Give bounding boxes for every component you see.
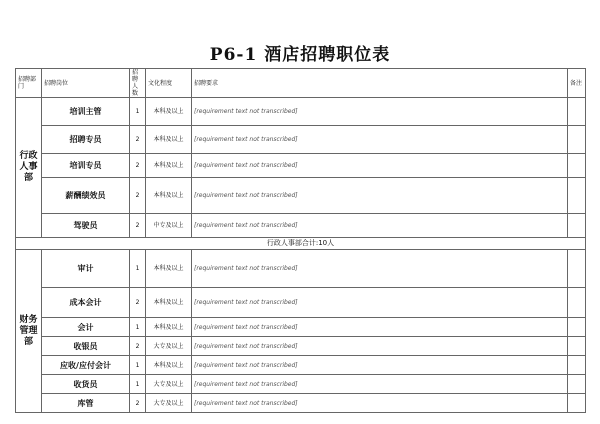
count-cell: 2 (130, 337, 146, 356)
recruitment-table (15, 68, 586, 413)
count-cell: 1 (130, 318, 146, 337)
position-cell: 驾驶员 (42, 214, 130, 238)
header-row (16, 69, 586, 98)
notes-cell (568, 394, 586, 413)
notes-cell (568, 98, 586, 126)
education-cell: 中专及以上 (146, 214, 192, 238)
requirement-cell: [requirement text not transcribed] (192, 288, 568, 318)
notes-cell (568, 318, 586, 337)
requirement-cell: [requirement text not transcribed] (192, 356, 568, 375)
table-row (16, 126, 586, 154)
table-row (16, 375, 586, 394)
table-row (16, 98, 586, 126)
education-cell: 本科及以上 (146, 178, 192, 214)
table-row (16, 250, 586, 288)
requirement-cell: [requirement text not transcribed] (192, 178, 568, 214)
header-notes: 备注 (568, 69, 586, 98)
position-cell: 薪酬绩效员 (42, 178, 130, 214)
requirement-cell: [requirement text not transcribed] (192, 250, 568, 288)
requirement-cell: [requirement text not transcribed] (192, 98, 568, 126)
education-cell: 本科及以上 (146, 154, 192, 178)
position-cell: 审计 (42, 250, 130, 288)
education-cell: 本科及以上 (146, 98, 192, 126)
table-row (16, 154, 586, 178)
count-cell: 2 (130, 154, 146, 178)
requirement-cell: [requirement text not transcribed] (192, 318, 568, 337)
table-row (16, 288, 586, 318)
position-cell: 收货员 (42, 375, 130, 394)
requirement-cell: [requirement text not transcribed] (192, 214, 568, 238)
requirement-cell: [requirement text not transcribed] (192, 394, 568, 413)
table-row (16, 214, 586, 238)
position-cell: 培训专员 (42, 154, 130, 178)
notes-cell (568, 154, 586, 178)
notes-cell (568, 337, 586, 356)
header-dept: 招聘部门 (16, 69, 42, 98)
subtotal-row (16, 238, 586, 250)
count-cell: 1 (130, 250, 146, 288)
count-cell: 1 (130, 375, 146, 394)
position-cell: 培训主管 (42, 98, 130, 126)
header-position: 招聘岗位 (42, 69, 130, 98)
position-cell: 成本会计 (42, 288, 130, 318)
notes-cell (568, 356, 586, 375)
position-cell: 收银员 (42, 337, 130, 356)
education-cell: 本科及以上 (146, 126, 192, 154)
dept-cell-finance: 财务管理部 (16, 250, 42, 413)
document-title: P6-1 酒店招聘职位表 (209, 45, 391, 65)
requirement-cell: [requirement text not transcribed] (192, 337, 568, 356)
table-row (16, 356, 586, 375)
header-requirements: 招聘要求 (192, 69, 568, 98)
education-cell: 大专及以上 (146, 375, 192, 394)
education-cell: 本科及以上 (146, 356, 192, 375)
position-cell: 招聘专员 (42, 126, 130, 154)
table-row (16, 178, 586, 214)
education-cell: 大专及以上 (146, 337, 192, 356)
count-cell: 1 (130, 356, 146, 375)
notes-cell (568, 250, 586, 288)
table-row (16, 337, 586, 356)
position-cell: 会计 (42, 318, 130, 337)
notes-cell (568, 126, 586, 154)
subtotal-admin: 行政人事部合计:10人 (16, 238, 586, 250)
header-education: 文化程度 (146, 69, 192, 98)
dept-cell-admin: 行政人事部 (16, 98, 42, 238)
education-cell: 大专及以上 (146, 394, 192, 413)
education-cell: 本科及以上 (146, 250, 192, 288)
requirement-cell: [requirement text not transcribed] (192, 154, 568, 178)
education-cell: 本科及以上 (146, 288, 192, 318)
notes-cell (568, 178, 586, 214)
notes-cell (568, 375, 586, 394)
table-row (16, 318, 586, 337)
header-count: 招聘人数 (130, 69, 146, 98)
education-cell: 本科及以上 (146, 318, 192, 337)
count-cell: 2 (130, 126, 146, 154)
notes-cell (568, 288, 586, 318)
count-cell: 2 (130, 214, 146, 238)
count-cell: 2 (130, 288, 146, 318)
position-cell: 库管 (42, 394, 130, 413)
position-cell: 应收/应付会计 (42, 356, 130, 375)
count-cell: 2 (130, 178, 146, 214)
requirement-cell: [requirement text not transcribed] (192, 375, 568, 394)
requirement-cell: [requirement text not transcribed] (192, 126, 568, 154)
table-row (16, 394, 586, 413)
notes-cell (568, 214, 586, 238)
count-cell: 1 (130, 98, 146, 126)
count-cell: 2 (130, 394, 146, 413)
